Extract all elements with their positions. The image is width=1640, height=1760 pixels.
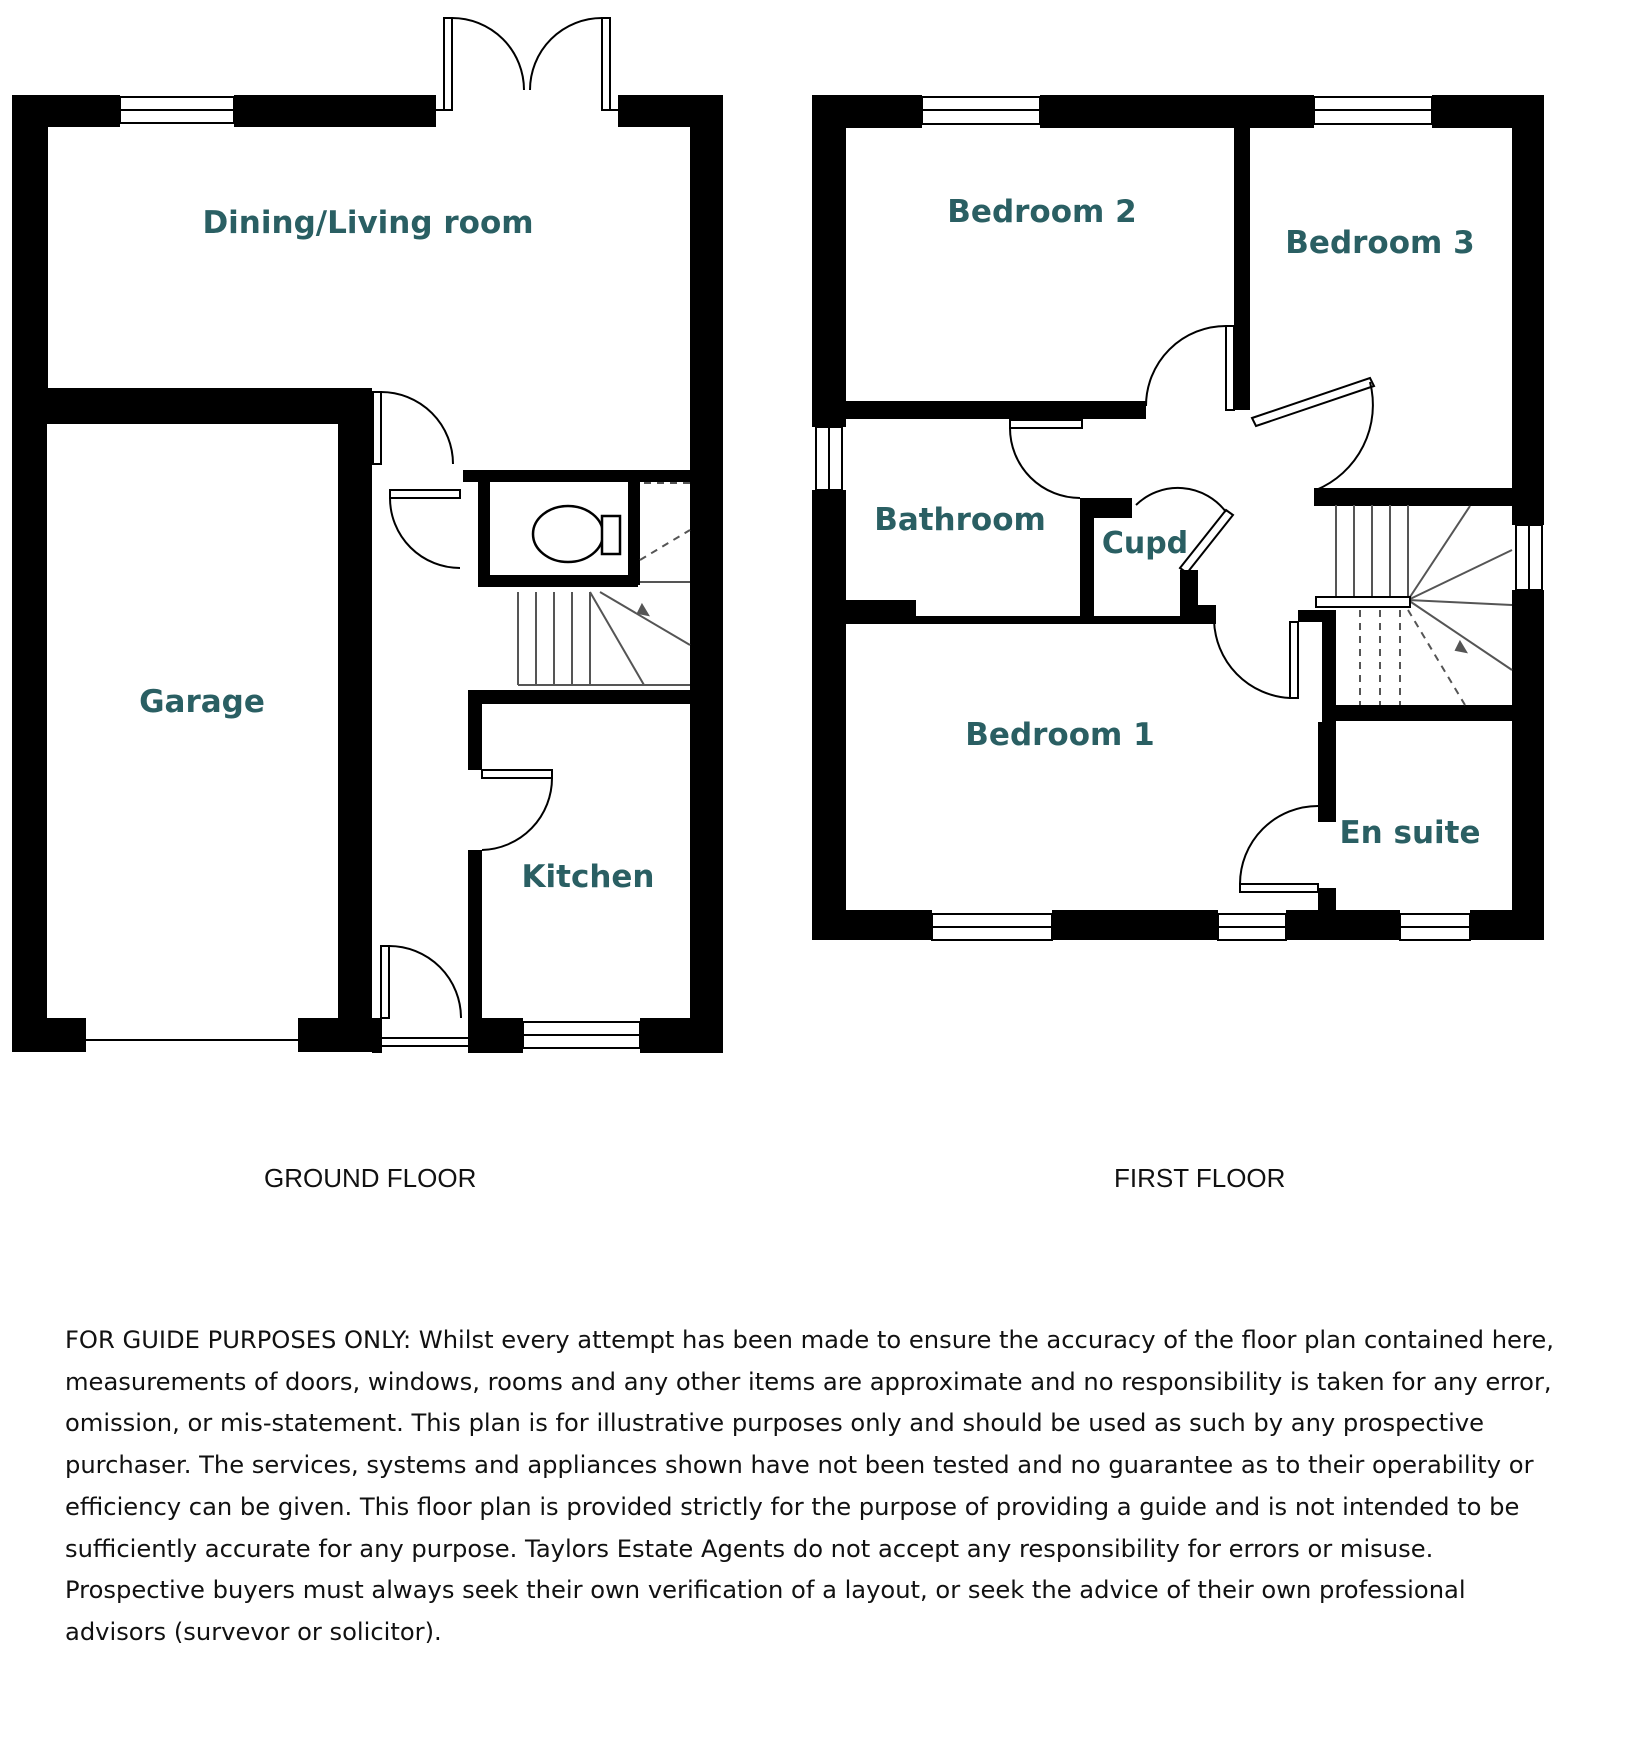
room-label-kitchen: Kitchen	[521, 859, 655, 895]
room-label-bathroom: Bathroom	[874, 502, 1046, 538]
disclaimer-text: FOR GUIDE PURPOSES ONLY: Whilst every attempt has been made to ensure the accuracy of the floor plan contained here, measurements of doors, windows, rooms and any other items are approximate and no responsibility is taken for any error, omission, or mis-statement. This plan is for illustrative purposes only and should be used as such by any prospective purchaser. The services, systems and appliances shown have not been tested and no guarantee as to their operability or efficiency can be given. This floor plan is provided strictly for the purpose of providing a guide and is not intended to be sufficiently accurate for any purpose. Taylors Estate Agents do not accept any responsibility for errors or misuse. Prospective buyers must always seek their own verification of a layout, or seek the advice of their own professional advisors (survevor or solicitor).	[65, 1326, 1554, 1646]
room-label-en-suite: En suite	[1339, 815, 1481, 851]
first-floor-stairs	[1316, 505, 1512, 705]
room-label-cupd: Cupd	[1101, 526, 1189, 561]
room-label-bedroom1: Bedroom 1	[965, 717, 1155, 753]
room-label-dining-living: Dining/Living room	[202, 205, 534, 241]
room-label-bedroom2: Bedroom 2	[947, 194, 1137, 230]
ground-floor-label: GROUND FLOOR	[264, 1163, 477, 1193]
ground-floor-plan	[12, 18, 723, 1053]
first-floor-label: FIRST FLOOR	[1114, 1163, 1286, 1193]
toilet-fixture	[533, 506, 620, 562]
room-label-garage: Garage	[139, 684, 265, 720]
room-label-bedroom3: Bedroom 3	[1285, 225, 1475, 261]
